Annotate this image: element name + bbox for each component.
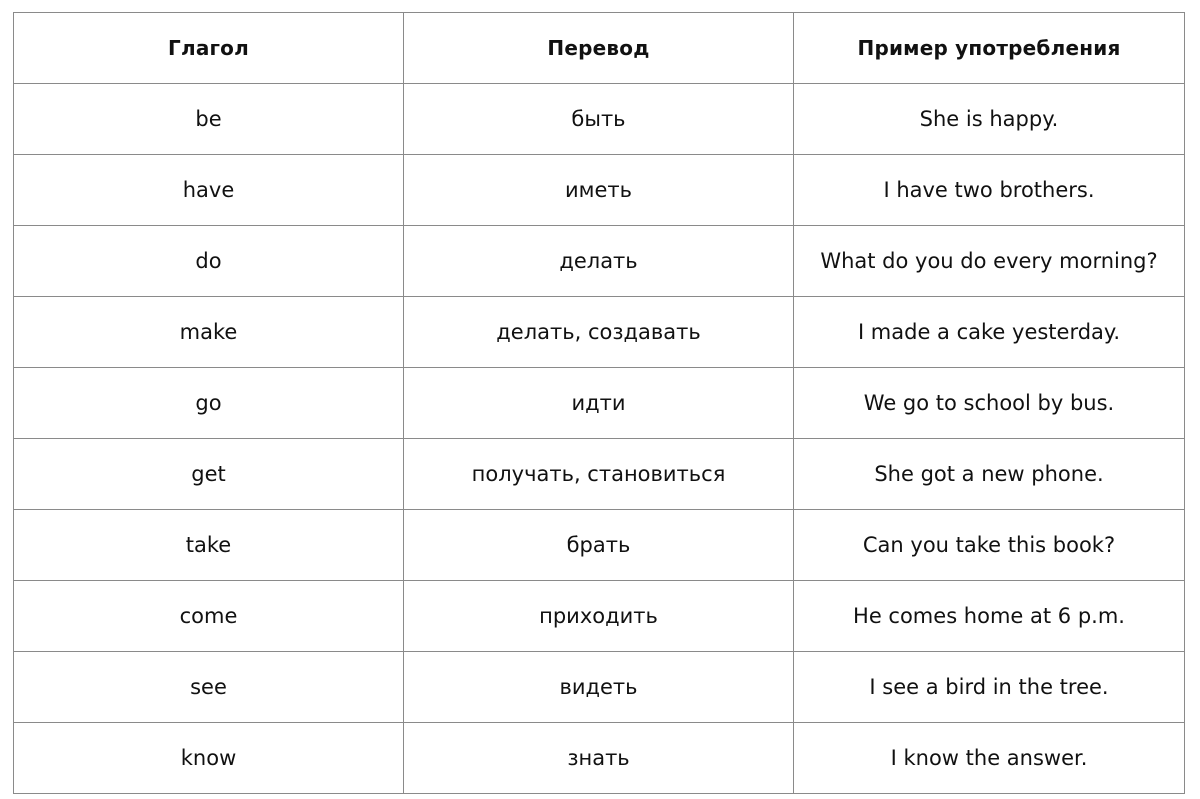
translation-cell: знать (404, 723, 794, 794)
table-row (14, 368, 1185, 439)
example-cell: I see a bird in the tree. (794, 652, 1185, 723)
example-cell: She is happy. (794, 84, 1185, 155)
translation-cell: брать (404, 510, 794, 581)
verb-cell: be (14, 84, 404, 155)
verb-cell: get (14, 439, 404, 510)
verb-cell: go (14, 368, 404, 439)
translation-cell: иметь (404, 155, 794, 226)
table-row (14, 581, 1185, 652)
example-cell: Can you take this book? (794, 510, 1185, 581)
verb-cell: have (14, 155, 404, 226)
translation-cell: делать (404, 226, 794, 297)
table-row (14, 155, 1185, 226)
translation-cell: идти (404, 368, 794, 439)
table-header-row (14, 13, 1185, 84)
verb-cell: take (14, 510, 404, 581)
example-cell: I know the answer. (794, 723, 1185, 794)
verb-table (13, 12, 1185, 794)
header-example: Пример употребления (794, 13, 1185, 84)
verb-cell: do (14, 226, 404, 297)
verb-cell: see (14, 652, 404, 723)
verb-cell: make (14, 297, 404, 368)
translation-cell: видеть (404, 652, 794, 723)
example-cell: We go to school by bus. (794, 368, 1185, 439)
table-row (14, 723, 1185, 794)
translation-cell: приходить (404, 581, 794, 652)
translation-cell: получать, становиться (404, 439, 794, 510)
table-row (14, 297, 1185, 368)
example-cell: I made a cake yesterday. (794, 297, 1185, 368)
example-cell: What do you do every morning? (794, 226, 1185, 297)
translation-cell: быть (404, 84, 794, 155)
example-cell: He comes home at 6 p.m. (794, 581, 1185, 652)
header-verb: Глагол (14, 13, 404, 84)
translation-cell: делать, создавать (404, 297, 794, 368)
table-row (14, 84, 1185, 155)
verb-cell: come (14, 581, 404, 652)
table-row (14, 226, 1185, 297)
header-translation: Перевод (404, 13, 794, 84)
table-row (14, 652, 1185, 723)
verb-cell: know (14, 723, 404, 794)
example-cell: She got a new phone. (794, 439, 1185, 510)
table-row (14, 510, 1185, 581)
table-row (14, 439, 1185, 510)
example-cell: I have two brothers. (794, 155, 1185, 226)
